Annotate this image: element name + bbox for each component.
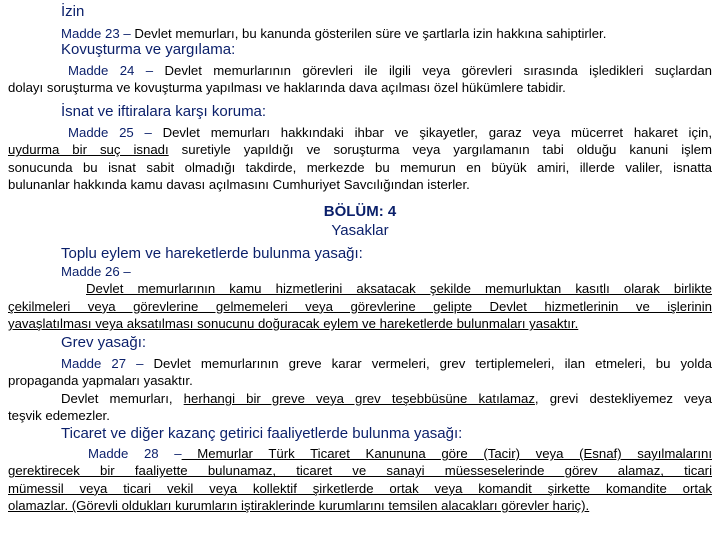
madde-26 bbox=[8, 263, 712, 333]
madde-24 bbox=[8, 62, 712, 97]
madde-25-line-3: sonucunda bu isnat sabit olmadığı takdirde, merkezde bu memurun en büyük amiri, illerde valiler, isnatta bbox=[8, 159, 712, 175]
madde-27-line-2: propaganda yapmaları yasaktır. bbox=[8, 373, 193, 389]
madde-27-line-1: Devlet memurlarının greve karar vermeleri, grev tertiplemeleri, ilan etmeleri, bu yolda bbox=[143, 356, 712, 371]
chapter-subtitle: Yasaklar bbox=[331, 222, 389, 239]
madde-26-line-1: Devlet memurlarının kamu hizmetlerini aksatacak şekilde memurluktan kasıtlı olarak birlikte bbox=[86, 281, 712, 297]
madde-27-label: Madde 27 – bbox=[61, 356, 144, 371]
madde-28-line-4: olamazlar. (Görevli oldukları kurumların iştiraklerinde kurumlarını temsilen alacakları görevler hariç). bbox=[8, 498, 590, 514]
madde-24-label: Madde 24 – bbox=[68, 63, 154, 78]
madde-25-line-4: bulunanlar hakkında kamu davası açılmasını Cumhuriyet Savcılığından isterler. bbox=[8, 177, 470, 193]
heading-toplu-eylem: Toplu eylem ve hareketlerde bulunma yasağı: bbox=[61, 245, 363, 262]
madde-26-label: Madde 26 – bbox=[61, 264, 131, 279]
madde-23-text: Devlet memurları, bu kanunda gösterilen süre ve şartlarla izin hakkına sahiptirler. bbox=[130, 26, 607, 41]
madde-28-line-1: Memurlar Türk Ticaret Kanununa göre (Tacir) veya (Esnaf) sayılmalarını bbox=[181, 446, 712, 461]
madde-27-line-3b: , grevi destekliyemez veya bbox=[534, 390, 712, 406]
madde-28 bbox=[8, 445, 712, 515]
madde-28-line-3: mümessil veya ticari vekil veya kollektif şirketlerde ortak veya komandit şirkette komandite ortak bbox=[8, 480, 712, 496]
madde-25 bbox=[8, 124, 712, 194]
madde-27-line-3a: Devlet memurları, bbox=[61, 390, 184, 406]
madde-25-line-1: Devlet memurları hakkındaki ihbar ve şikayetler, garaz veya mücerret hakaret için, bbox=[151, 125, 713, 140]
heading-kovusturma: Kovuşturma ve yargılama: bbox=[61, 41, 236, 58]
madde-27 bbox=[8, 355, 712, 425]
heading-grev: Grev yasağı: bbox=[61, 334, 147, 351]
madde-25-label: Madde 25 – bbox=[68, 125, 152, 140]
madde-27-line-4: teşvik edemezler. bbox=[8, 408, 110, 424]
heading-izin: İzin bbox=[61, 3, 85, 20]
madde-27-underlined: herhangi bir greve veya grev teşebbüsüne katılamaz bbox=[183, 390, 535, 406]
madde-24-line-1: Devlet memurlarının görevleri ile ilgili veya görevleri sırasında işledikleri suçlardan bbox=[153, 63, 712, 78]
madde-23-label: Madde 23 – bbox=[61, 26, 131, 41]
madde-28-line-2: gerektirecek bir faaliyette bulunamaz, ticaret ve sanayi müesseselerinde görev alamaz, ticari bbox=[8, 463, 712, 479]
madde-25-line-2: suretiyle yapıldığı ve soruşturma veya yargılamanın tabi olduğu kanuni işlem bbox=[168, 142, 712, 158]
chapter-title: BÖLÜM: 4 bbox=[323, 203, 397, 220]
heading-isnat: İsnat ve iftiralara karşı koruma: bbox=[61, 103, 267, 120]
heading-ticaret: Ticaret ve diğer kazanç getirici faaliyetlerde bulunma yasağı: bbox=[61, 425, 463, 442]
madde-24-line-2: dolayı soruşturma ve kovuşturma yapılması ve haklarında dava açılması özel hükümlere tabidir. bbox=[8, 80, 566, 96]
madde-26-line-2: çekilmeleri veya görevlerine gelmemeleri veya görevlerine gelipte Devlet hizmetlerinin ve işlerinin bbox=[8, 298, 712, 314]
madde-23 bbox=[61, 25, 711, 42]
madde-25-underlined: uydurma bir suç isnadı bbox=[8, 142, 169, 158]
madde-28-label: Madde 28 – bbox=[88, 446, 182, 461]
madde-26-line-3: yavaşlatılması veya aksatılması sonucunu doğuracak eylem ve hareketlerde bulunmaları yasaktır. bbox=[8, 316, 579, 332]
